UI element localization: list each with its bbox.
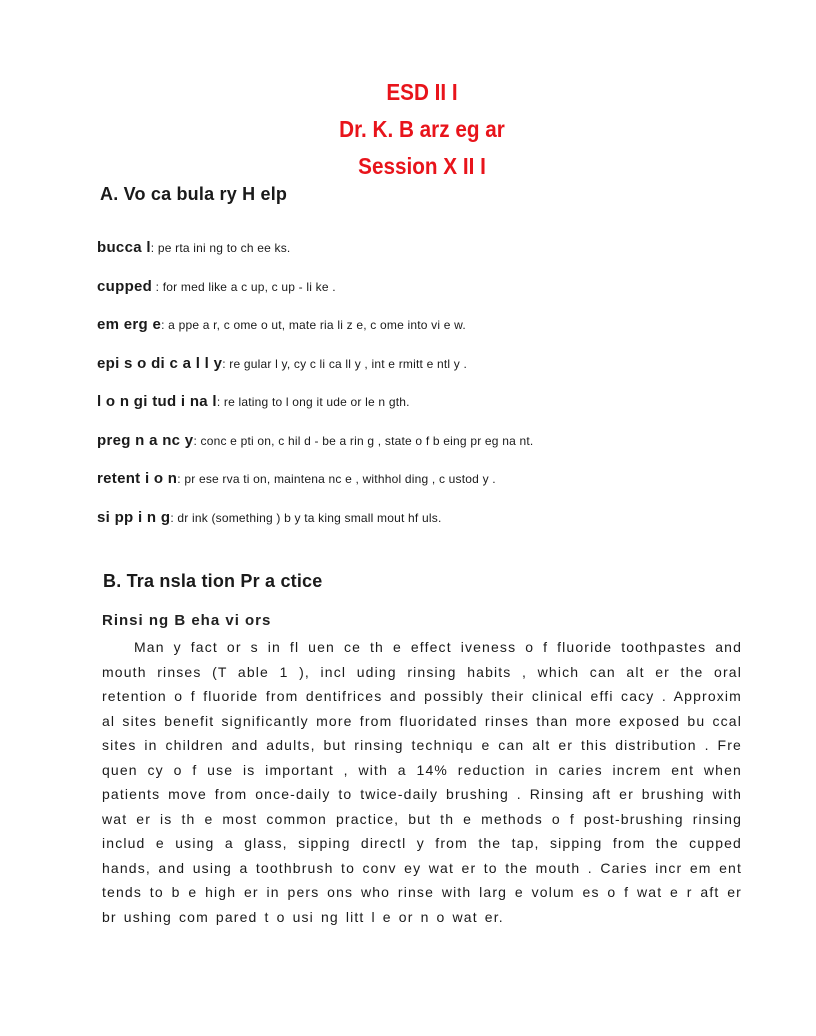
vocab-definition: : re lating to l ong it ude or le n gth.: [216, 395, 410, 409]
vocab-item-buccal: [97, 238, 777, 277]
vocab-term: epi s o di c a l l y: [97, 354, 223, 372]
vocab-definition: : re gular l y, cy c li ca ll y , int e rmitt e ntl y .: [222, 356, 468, 371]
vocabulary-heading: A. Vo ca bula ry H elp: [100, 184, 288, 204]
vocab-definition: : conc e pti on, c hil d - be a rin g , state o f b eing pr eg na nt.: [193, 433, 534, 448]
vocabulary-list: [97, 238, 777, 546]
vocab-item-emerge: [97, 315, 777, 354]
vocab-definition: : dr ink (something ) b y ta king small mout hf uls.: [170, 510, 442, 525]
passage-paragraph: Man y fact or s in fl uen ce th e effect iveness o f fluoride toothpastes and mouth rinses (T able 1 ), incl uding rinsing habits , which can alt er the oral retention o f fluoride from dentifrices and possibly their clinical effi cacy . Approxim al sites benefit significantly more from fluoridated rinses than more exposed bu ccal sites in children and adults, but rinsing techniqu e can alt er this distribution . Fre quen cy o f use is important , with a 14% reduction in caries increm ent when patients move from once-daily to twice-daily brushing . Rinsing aft er brushing with wat er is th e most common practice, but th e methods o f post-brushing rinsing includ e using a glass, sipping directl y from the tap, sipping from the cupped hands, and using a toothbrush to conv ey wat er to the mouth . Caries incr em ent tends to b e high er in pers ons who rinse with larg e volum es o f wat e r aft er br ushing com pared t o usi ng litt l e or n o wat er.: [102, 639, 742, 925]
vocab-term: em erg e: [97, 316, 162, 333]
vocab-item-sipping: [97, 508, 777, 547]
passage-subheading: Rinsi ng B eha vi ors: [102, 612, 272, 629]
vocab-term: si pp i n g: [97, 508, 171, 526]
vocab-term: cupped: [97, 277, 153, 295]
vocab-definition: : pr ese rva ti on, maintena nc e , withhol ding , c ustod y .: [177, 472, 496, 486]
vocab-definition: : pe rta ini ng to ch ee ks.: [150, 241, 291, 255]
translation-heading: B. Tra nsla tion Pr a ctice: [103, 571, 323, 591]
instructor-name: Dr. K. B arz eg ar: [339, 116, 505, 142]
vocab-item-retention: [97, 469, 777, 508]
session-title: Session X II I: [358, 153, 486, 179]
vocab-definition: : a ppe a r, c ome o ut, mate ria li z e, c ome into vi e w.: [161, 318, 466, 332]
course-title: ESD II I: [386, 79, 458, 105]
vocab-item-episodically: [97, 354, 777, 393]
vocab-item-cupped: [97, 277, 777, 316]
vocab-term: preg n a nc y: [97, 431, 194, 449]
document-header: [42, 74, 776, 185]
vocab-term: bucca l: [97, 239, 151, 256]
vocab-definition: : for med like a c up, c up - li ke .: [152, 279, 336, 294]
vocab-term: retent i o n: [97, 470, 178, 487]
vocab-term: l o n gi tud i na l: [97, 393, 217, 410]
vocab-item-longitudinal: [97, 392, 777, 431]
vocab-item-pregnancy: [97, 431, 777, 470]
